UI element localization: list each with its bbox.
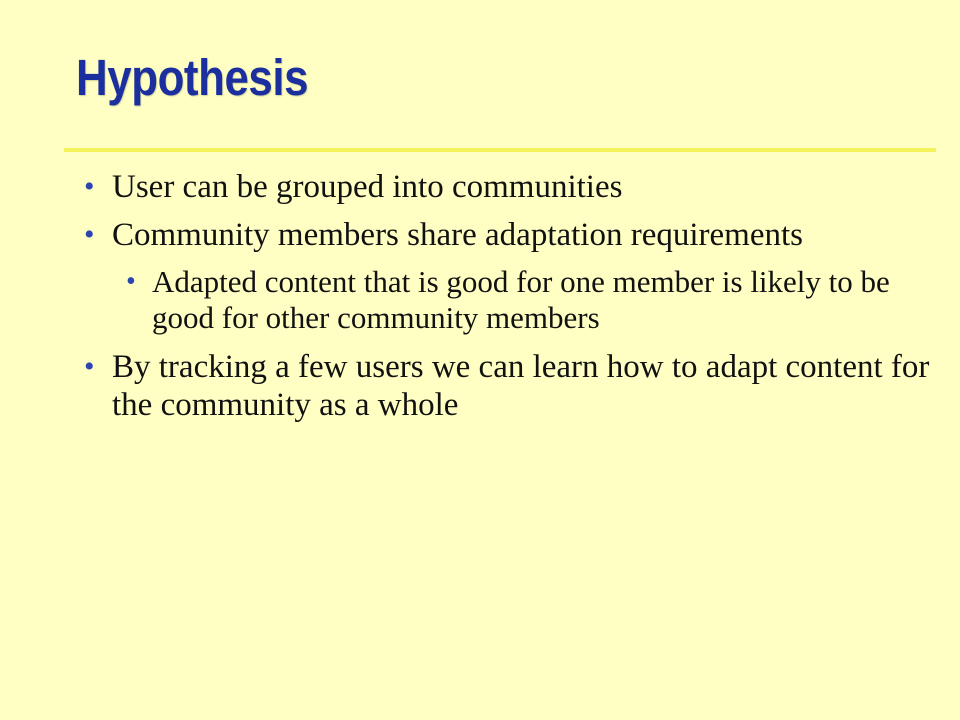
bullet-icon: • [84,170,95,203]
bullet-icon: • [84,218,95,251]
bullet-text: Community members share adaptation requirements [112,217,803,253]
slide-title: Hypothesis [76,49,309,106]
bullet-list [76,168,946,434]
bullet-text: User can be grouped into communities [112,169,623,205]
bullet-item-communities [76,168,946,206]
title-divider [64,148,936,152]
bullet-icon: • [84,350,95,383]
sub-bullet-item-adapted-content [118,264,946,336]
bullet-text: Adapted content that is good for one member is likely to be good for other community members [152,264,890,335]
bullet-icon: • [126,266,136,297]
bullet-item-tracking-users [76,348,946,424]
bullet-item-shared-requirements [76,216,946,254]
bullet-text: By tracking a few users we can learn how to adapt content for the community as a whole [112,349,930,423]
